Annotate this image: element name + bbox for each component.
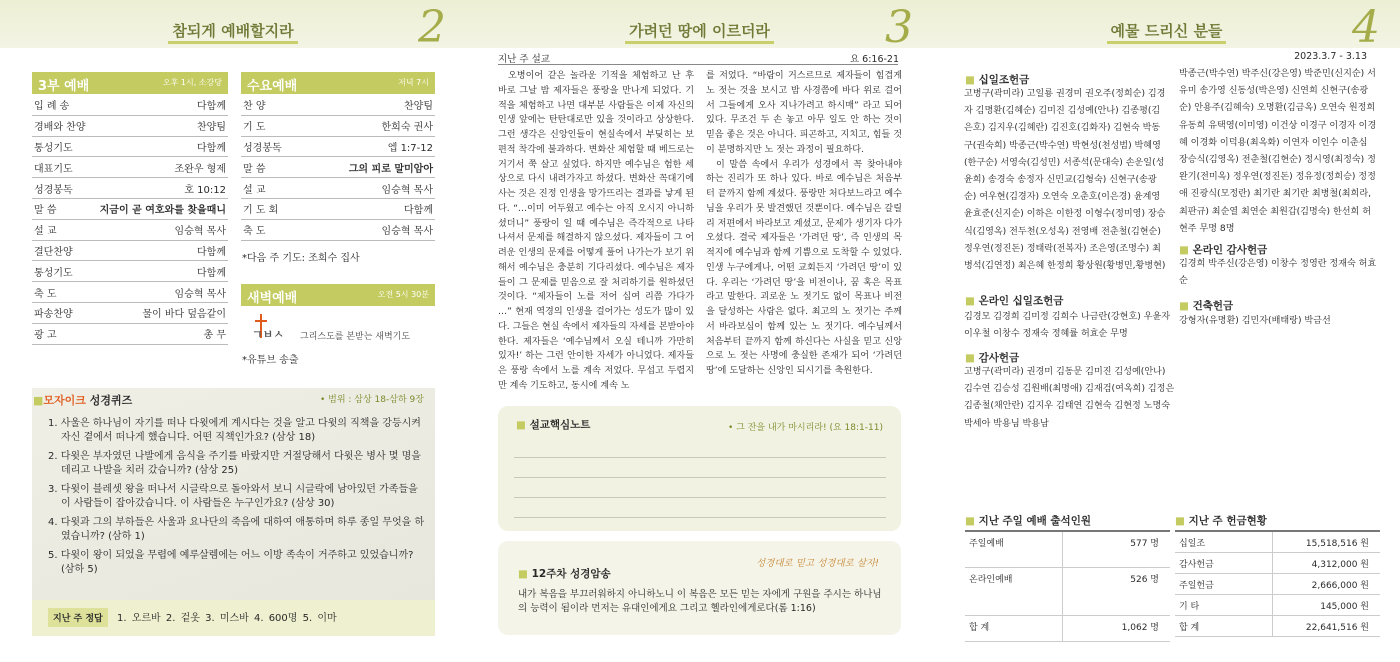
divider <box>498 64 898 65</box>
order-item: 통성기도 <box>34 142 73 154</box>
stat-label: 십일조 <box>1175 532 1273 552</box>
order-value: 그의 피로 말미암아 <box>348 163 433 175</box>
order-row <box>32 116 228 137</box>
offering-date: 2023.3.7 - 3.13 <box>1294 51 1367 62</box>
quiz-question: 1. 사울은 하나님이 자기를 떠나 다윗에게 계시다는 것을 알고 다윗의 직책을 강등시켜 자신 곁에서 떠나게 했습니다. 어떤 직책인가요? (삼상 18) <box>48 418 421 443</box>
order-value: 찬양팀 <box>197 122 226 134</box>
sermon-paragraph: 를 저었다. “바람이 거스르므로 제자들이 힘겹게 노 젓는 것을 보시고 밤 사경쯤에 바다 위로 걸어서 그들에게 오사 지나가려고 하시매” 라고 되어 있다. 무조건 두 손 놓고 아무 일도 안 하는 것이 믿음 좋은 것은 아니다. 피곤하고, 지치고, 힘들 것이 분명하지만 노 젓는 과정이 필요하다. <box>706 71 902 155</box>
order-item: 통성기도 <box>34 267 73 279</box>
quiz-question: 2. 다윗은 부자였던 나발에게 음식을 주기를 바랐지만 거절당해서 다윗은 병사 몇 명을 데리고 나발을 치러 갔습니까? (삼상 25) <box>48 451 421 476</box>
stat-row <box>1175 574 1380 595</box>
order-item: 기 도 회 <box>243 205 279 217</box>
order-item: 성경봉독 <box>243 142 282 154</box>
order-row <box>32 324 228 345</box>
online-thanks-title: ■ 온라인 감사헌금 <box>1179 242 1267 257</box>
order-row <box>241 199 435 220</box>
stat-label: 주일예배 <box>965 532 1063 567</box>
quiz-question: 4. 다윗과 그의 부하들은 사울과 요나단의 죽음에 대하여 애통하며 하루 종일 무엇을 하였습니까? (삼하 1) <box>48 517 425 542</box>
stat-row <box>1175 553 1380 574</box>
order-value: 물이 바다 덮음같이 <box>142 309 226 321</box>
quiz-questions <box>48 417 428 582</box>
page-title: 가려던 땅에 이르더라 <box>466 20 933 41</box>
page-3 <box>466 0 933 662</box>
order-value: 임승혁 목사 <box>381 226 433 238</box>
page-4 <box>933 0 1400 662</box>
dawn-header: 새벽예배 오전 5시 30분 <box>241 284 435 306</box>
stat-row <box>1175 616 1380 637</box>
order-row <box>32 137 228 158</box>
order-value: 다함께 <box>404 205 433 217</box>
page-number: 3 <box>885 2 913 53</box>
sermon-note-ref: • 그 잔을 내가 마시리라! (요 18:1-11) <box>728 423 883 433</box>
order-item: 말 씀 <box>34 205 57 217</box>
order-value: 조완우 형제 <box>174 163 226 175</box>
order-row <box>32 241 228 262</box>
next-prayer-note: *다음 주 기도: 조희수 집사 <box>242 253 360 264</box>
order-item: 입 례 송 <box>34 101 70 113</box>
order-row <box>241 95 435 116</box>
answer-text: 1. 오르바 2. 겉옷 3. 미스바 4. 600명 5. 이마 <box>117 613 337 624</box>
order-value: 호 10:12 <box>184 184 226 196</box>
order-row <box>32 178 228 199</box>
stat-label: 주일헌금 <box>1175 574 1273 594</box>
order-item: 찬 양 <box>243 101 266 113</box>
stat-value: 526 명 <box>1130 575 1159 585</box>
order-row <box>241 116 435 137</box>
thanks-title: ■ 감사헌금 <box>965 350 1019 365</box>
order-item: 말 씀 <box>243 163 266 175</box>
sermon-column-1: 오병이어 같은 놀라운 기적을 체험하고 난 후 바로 그날 밤 제자들은 풍랑을 만나게 되었다. 기적을 체험하고 나면 대부분 사람들은 이제 자신의 인생 앞에는 탄탄대로만 있을 것이라고 상상한다. 그런 생각은 신앙인들이 현실속에서 부딪히는 보편적 착각에 불과하다. 변화산 체험할 때 베드로는 거기서 쭉 살고 싶었다. 하지만 예수님은 험한 세상으로 다시 내려가자고 하셨다. 변화산 꼭대기에 사는 것은 진정 인생을 망가뜨리는 결과를 낳게 된다. “…이미 어두웠고 예수는 아직 오시지 아니하셨더니” 풍랑이 일 때 예수님은 즉각적으로 나타나셔서 문제를 해결하지 않으셨다. 제자들이 그 어려운 인생의 문제를 어떻게 풀어 나가는가 보기 위해서 예수님은 충분히 기다리셨다. 예수님은 제자들이 그 문제를 믿음으로 잘 처리하기를 원하셨던 것이다. “제자들이 노를 저어 십여 리쯤 가다가 …” 현재 역경의 인생을 걸어가는 성도가 많이 있다. 그들은 현실 속에서 제자들의 자세를 본받아야 한다. 제자들은 ‘예수님께서 오실 테니까 가만히 있자!’ 하는 그런 안이한 자세가 아니었다. 제자들은 풍랑 속에서 노를 계속 저었다. 무섭고 두렵지만 계속 기도하고, 동시에 계속 노 <box>498 71 694 391</box>
online-tithe-title: ■ 온라인 십일조헌금 <box>965 293 1063 308</box>
dawn-logo-text: 그리스도를 본받는 새벽기도 <box>300 332 411 342</box>
attendance-table <box>965 530 1170 642</box>
order-value: 엡 1:7-12 <box>387 142 433 154</box>
stat-label: 온라인예배 <box>965 568 1063 615</box>
order-row <box>241 178 435 199</box>
stat-label: 합 계 <box>965 616 1063 641</box>
stat-value: 2,666,000 원 <box>1311 581 1369 591</box>
order-row <box>32 95 228 116</box>
order-item: 결단찬양 <box>34 246 73 258</box>
stat-label: 기 타 <box>1175 595 1273 615</box>
order-item: 성경봉독 <box>34 184 73 196</box>
service3-order <box>32 95 228 345</box>
sermon-paragraph: 이 말씀 속에서 우리가 성경에서 꼭 찾아내야 하는 진리가 또 하나 있다. 바로 예수님은 처음부터 끝까지 함께 계셨다. 풍랑만 처다보느라고 예수님을 우리가 못 발견했던 것뿐이다. 예수님은 갈릴리 저편에서 바라보고 계셨고, 문제가 생기자 다가오셨다. 결국 제자들은 ‘가려던 땅’, 즉 인생의 목적지에 예수님과 함께 기쁨으로 도착할 수 있었다. 인생 누구에게나, 어떤 교회든지 ‘가려던 땅’이 있다. 우리는 ‘가려던 땅’을 비전이나, 꿈 혹은 목표라고 말한다. 괴로운 노 젓기도 없이 목표나 비전을 달성하는 사람은 없다. 최고의 노 젓기는 주께서 바라보심이 함께 있는 노 젓기다. 예수님께서 처음부터 끝까지 함께 하신다는 사실을 믿고 신앙으로 노 젓는 사명에 충실한 존재가 되어 ‘가려던 땅’에 도달하는 신앙인 되시기를 축원한다. <box>706 159 902 376</box>
order-value: 임승혁 목사 <box>381 184 433 196</box>
tithe-names: 고병구(곽미라) 고일룡 권경미 권오주(정희순) 김경자 김명환(김혜순) 김미진 김성예(안나) 김종평(김은호) 김지우(김혜란) 김진호(김화자) 김현숙 박동구(권숙희) 박종근(박수연) 박현성(천성범) 박혜영(한구순) 서영숙(김성민) 서종석(문대숙) 손운일(성윤희) 송경숙 송정자 신민교(김형숙) 신현구(송광순) 여우현(김경자) 오연숙 오춘호(이은경) 윤계영 윤효준(신지순) 이하은 이한정 이형수(정미영) 장승식(김영옥) 전두천(오성옥) 전영배 전춘철(김현순) 정우연(정진돈) 정태락(전복자) 조은영(조명수) 최병석(김연정) 최은혜 한정희 황상원(황병민,황병현) <box>964 89 1166 272</box>
offering-table <box>1175 530 1380 637</box>
stat-label: 합 계 <box>1175 616 1273 636</box>
sermon-column-2 <box>706 69 902 379</box>
order-value: 다함께 <box>197 267 226 279</box>
order-value: 지금이 곧 여호와를 찾을때니 <box>99 205 226 217</box>
order-value: 찬양팀 <box>404 101 433 113</box>
order-row <box>32 303 228 324</box>
order-item: 축 도 <box>34 288 57 300</box>
page-number: 4 <box>1352 2 1380 53</box>
page-title: 참되게 예배할지라 <box>0 20 466 41</box>
quiz-question: 5. 다윗이 왕이 되었을 무렵에 예루살렘에는 어느 이방 족속이 거주하고 있었습니까? (삼하 5) <box>48 550 414 575</box>
stat-value: 4,312,000 원 <box>1311 560 1369 570</box>
page-2 <box>0 0 466 662</box>
order-value: 한희숙 권사 <box>381 122 433 134</box>
stat-value: 577 명 <box>1130 539 1159 549</box>
order-item: 파송찬양 <box>34 309 73 321</box>
order-row <box>32 261 228 282</box>
dawn-logo: ㄱㅂㅅ 그리스도를 본받는 새벽기도 <box>246 312 436 342</box>
order-row <box>241 137 435 158</box>
order-item: 축 도 <box>243 226 266 238</box>
sermon-label: 지난 주 설교 <box>498 54 550 65</box>
order-item: 대표기도 <box>34 163 73 175</box>
answer-label: 지난 주 정답 <box>48 608 108 627</box>
building-names: 강형자(유명환) 김민자(배태랑) 박금선 <box>1179 316 1331 326</box>
wednesday-header: 수요예배 저녁 7시 <box>241 72 435 94</box>
stat-row <box>965 532 1170 568</box>
service3-header: 3부 예배 오후 1시, 소강당 <box>32 72 228 94</box>
sermon-reference: 요 6:16-21 <box>849 54 899 65</box>
stat-row <box>965 568 1170 616</box>
order-row <box>241 220 435 241</box>
order-value: 총 무 <box>203 330 226 342</box>
offering-status-title: ■ 지난 주 헌금현황 <box>1175 513 1267 528</box>
order-value: 임승혁 목사 <box>174 226 226 238</box>
tithe-names-continued: 박종근(박수연) 박주신(강은영) 박준민(신지순) 서유미 송가영 신동성(박은영) 신연희 신현구(송광순) 안용주(김혜숙) 오명환(김금옥) 오연숙 원정희 유동희 유택영(이미영) 이건상 이경구 이경자 이경혜 이경화 이덕용(최옥화) 이연자 이인수 이춘심 장승식(김영옥) 전춘철(김현순) 정시영(최정숙) 정완기(전미옥) 정우연(정진돈) 정유정(정희승) 정정애 진광식(모정란) 최기란 최기란 최병철(최희라,최판규) 최순열 최연순 최원갑(김명숙) 한선희 허현주 무명 8명 <box>1179 69 1377 234</box>
online-tithe-names: 김경모 김경희 김미정 김희수 나금란(강현호) 우윤자 이우철 이창수 정재숙 정혜률 허효순 무명 <box>964 312 1171 340</box>
order-row <box>32 157 228 178</box>
tithe-title: ■ 십일조헌금 <box>965 72 1029 87</box>
page-title: 예물 드리신 분들 <box>933 20 1400 41</box>
order-row <box>32 199 228 220</box>
stat-value: 1,062 명 <box>1121 623 1159 633</box>
wednesday-order <box>241 95 435 241</box>
stat-value: 15,518,516 원 <box>1305 539 1369 549</box>
note-lines <box>514 438 886 518</box>
stat-row <box>1175 595 1380 616</box>
memory-verse-text: 내가 복음을 부끄러워하지 아니하노니 이 복음은 모든 믿는 자에게 구원을 주시는 하나님의 능력이 됨이라 먼저는 유대인에게요 그리고 헬라인에게로다(롬 1:16) <box>518 589 882 614</box>
order-item: 경배와 찬양 <box>34 122 86 134</box>
stat-value: 145,000 원 <box>1320 602 1369 612</box>
memory-slogan: 성경대로 믿고 성경대로 살자! <box>756 558 879 569</box>
stat-label: 감사헌금 <box>1175 553 1273 573</box>
quiz-title: ■모자이크 성경퀴즈 <box>33 394 133 407</box>
stat-row <box>965 616 1170 642</box>
quiz-question: 3. 다윗이 블레셋 왕을 떠나서 시글락으로 돌아와서 보니 시글락에 남아있던 가족들을 이 사람들이 잡아갔습니다. 이 사람들은 누구인가요? (삼상 30) <box>48 484 418 509</box>
page-number: 2 <box>418 2 446 53</box>
order-row <box>32 220 228 241</box>
order-item: 설 교 <box>243 184 266 196</box>
order-item: 기 도 <box>243 122 266 134</box>
quiz-range: • 범위 : 삼상 18-삼하 9장 <box>320 395 424 405</box>
order-row <box>32 282 228 303</box>
order-item: 설 교 <box>34 226 57 238</box>
stat-row <box>1175 532 1380 553</box>
order-value: 다함께 <box>197 246 226 258</box>
order-value: 다함께 <box>197 101 226 113</box>
order-row <box>241 157 435 178</box>
order-value: 다함께 <box>197 142 226 154</box>
sermon-note-title: ■ 설교핵심노트 <box>516 417 590 432</box>
building-title: ■ 건축헌금 <box>1179 298 1233 313</box>
attendance-title: ■ 지난 주일 예배 출석인원 <box>965 513 1091 528</box>
order-item: 광 고 <box>34 330 57 342</box>
youtube-note: *유튜브 송출 <box>242 355 299 366</box>
online-thanks-names: 김경희 박주신(강은영) 이창수 정영란 정재숙 허효순 <box>1179 259 1377 287</box>
thanks-names: 고병구(곽미라) 권경미 김동문 김미진 김성예(안나) 김수연 김승성 김원배(최명애) 김재검(여옥희) 김정은 김종철(채안란) 김지우 김태연 김현숙 김현정 노명숙 박세아 박용님 박용남 <box>964 367 1175 429</box>
order-value: 임승혁 목사 <box>174 288 226 300</box>
stat-value: 22,641,516 원 <box>1305 623 1369 633</box>
memory-verse-title: ■ 12주차 성경암송 <box>518 566 611 581</box>
